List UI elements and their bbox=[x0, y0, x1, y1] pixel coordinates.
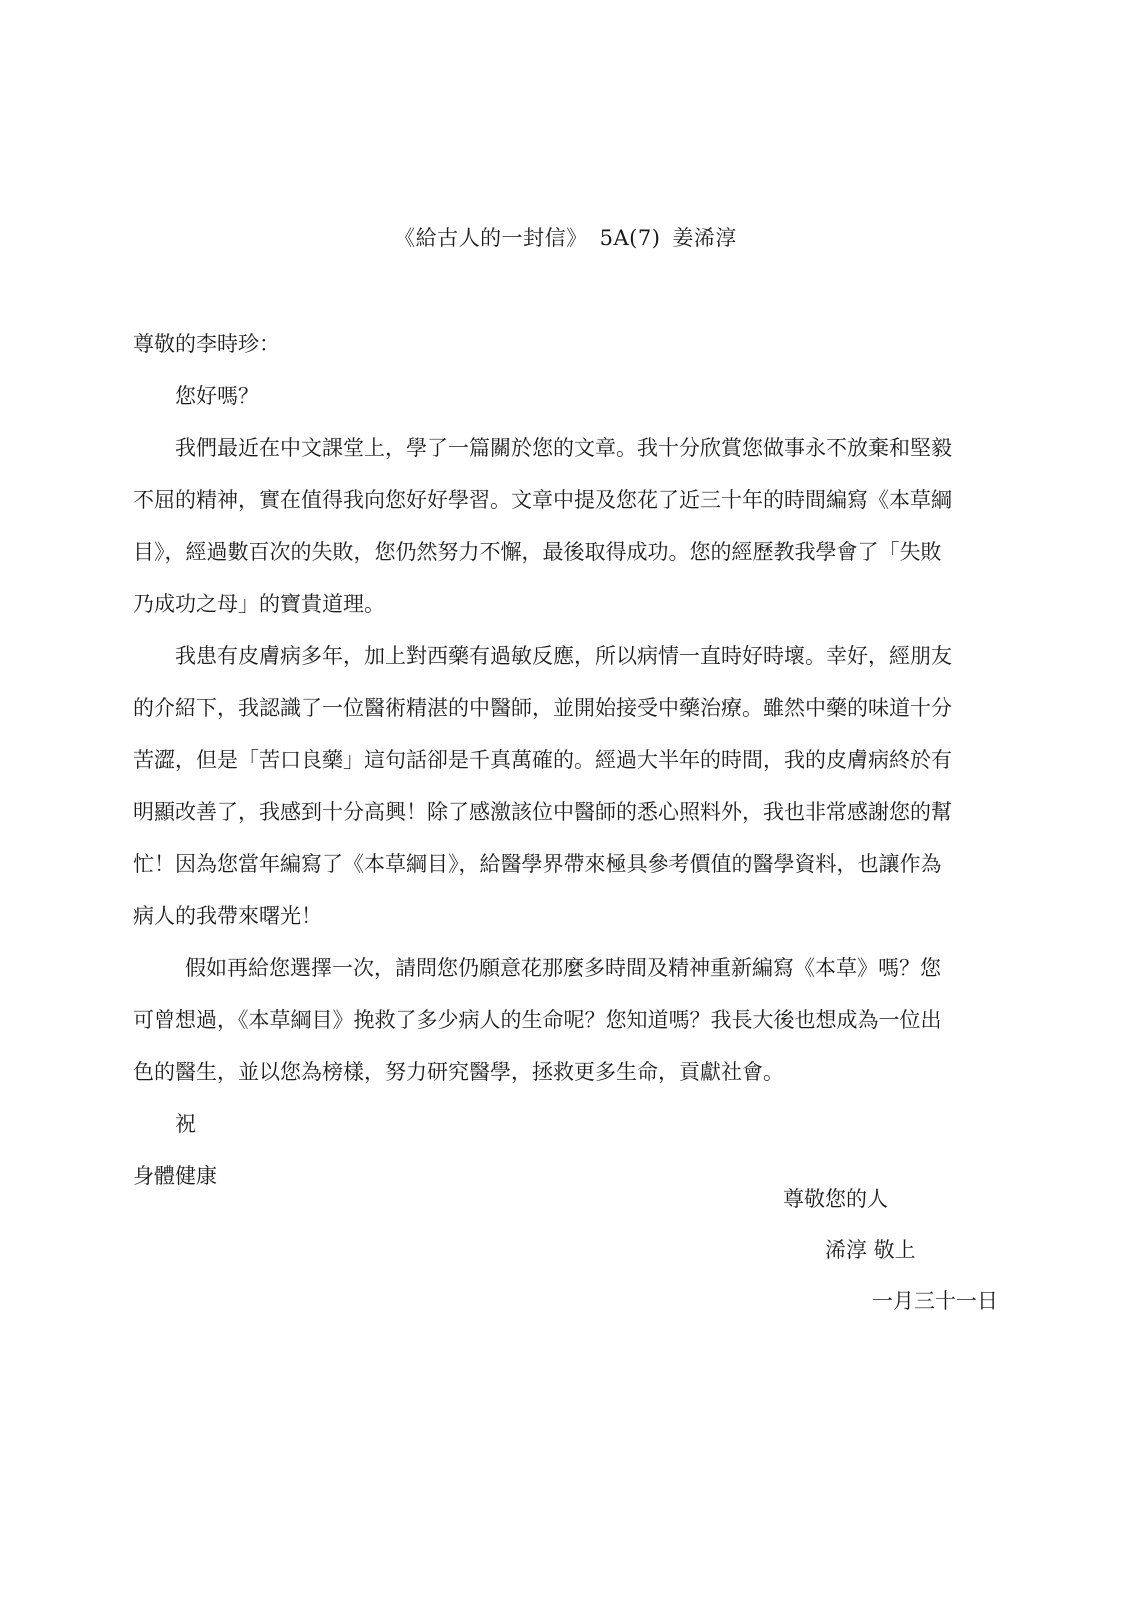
paragraph1-line: 目》，經過數百次的失敗，您仍然努力不懈，最後取得成功。您的經歷教我學會了「失敗 bbox=[133, 540, 942, 564]
letter-date: 一月三十一日 bbox=[872, 1289, 998, 1313]
paragraph2-line: 忙！因為您當年編寫了《本草綱目》，給醫學界帶來極具參考價值的醫學資料，也讓作為 bbox=[133, 852, 942, 876]
paragraph1-line: 乃成功之母」的寶貴道理。 bbox=[133, 592, 385, 616]
paragraph2-line: 我患有皮膚病多年，加上對西藥有過敏反應，所以病情一直時好時壞。幸好，經朋友 bbox=[175, 644, 952, 668]
paragraph3-line: 可曾想過，《本草綱目》挽救了多少病人的生命呢？您知道嗎？我長大後也想成為一位出 bbox=[133, 1008, 942, 1032]
paragraph2-line: 明顯改善了，我感到十分高興！除了感激該位中醫師的悉心照料外，我也非常感謝您的幫 bbox=[133, 800, 952, 824]
paragraph1-line: 我們最近在中文課堂上，學了一篇關於您的文章。我十分欣賞您做事永不放棄和堅毅 bbox=[175, 436, 952, 460]
title-class: 5A(7) bbox=[599, 226, 661, 250]
paragraph2-line: 病人的我帶來曙光！ bbox=[133, 904, 322, 928]
title-author: 姜浠淳 bbox=[672, 226, 737, 250]
salutation: 尊敬的李時珍： bbox=[133, 332, 280, 356]
wish-line-1: 祝 bbox=[175, 1112, 196, 1136]
paragraph2-line: 的介紹下，我認識了一位醫術精湛的中醫師，並開始接受中藥治療。雖然中藥的味道十分 bbox=[133, 696, 952, 720]
greeting: 您好嗎？ bbox=[175, 384, 259, 408]
letter-body bbox=[133, 318, 1013, 1202]
paragraph3-line: 假如再給您選擇一次，請問您仍願意花那麼多時間及精神重新編寫《本草》嗎？您 bbox=[185, 956, 941, 980]
closing-respect: 尊敬您的人 bbox=[783, 1187, 888, 1211]
paragraph1-line: 不屈的精神，實在值得我向您好好學習。文章中提及您花了近三十年的時間編寫《本草綱 bbox=[133, 488, 952, 512]
letter-title bbox=[0, 222, 1131, 252]
paragraph3-line: 色的醫生，並以您為榜樣，努力研究醫學，拯救更多生命，貢獻社會。 bbox=[133, 1060, 784, 1084]
paragraph2-line: 苦澀，但是「苦口良藥」這句話卻是千真萬確的。經過大半年的時間，我的皮膚病終於有 bbox=[133, 748, 952, 772]
wish-line-2: 身體健康 bbox=[133, 1164, 217, 1188]
signature: 浠淳 敬上 bbox=[825, 1238, 916, 1262]
title-heading: 《給古人的一封信》 bbox=[394, 226, 588, 250]
